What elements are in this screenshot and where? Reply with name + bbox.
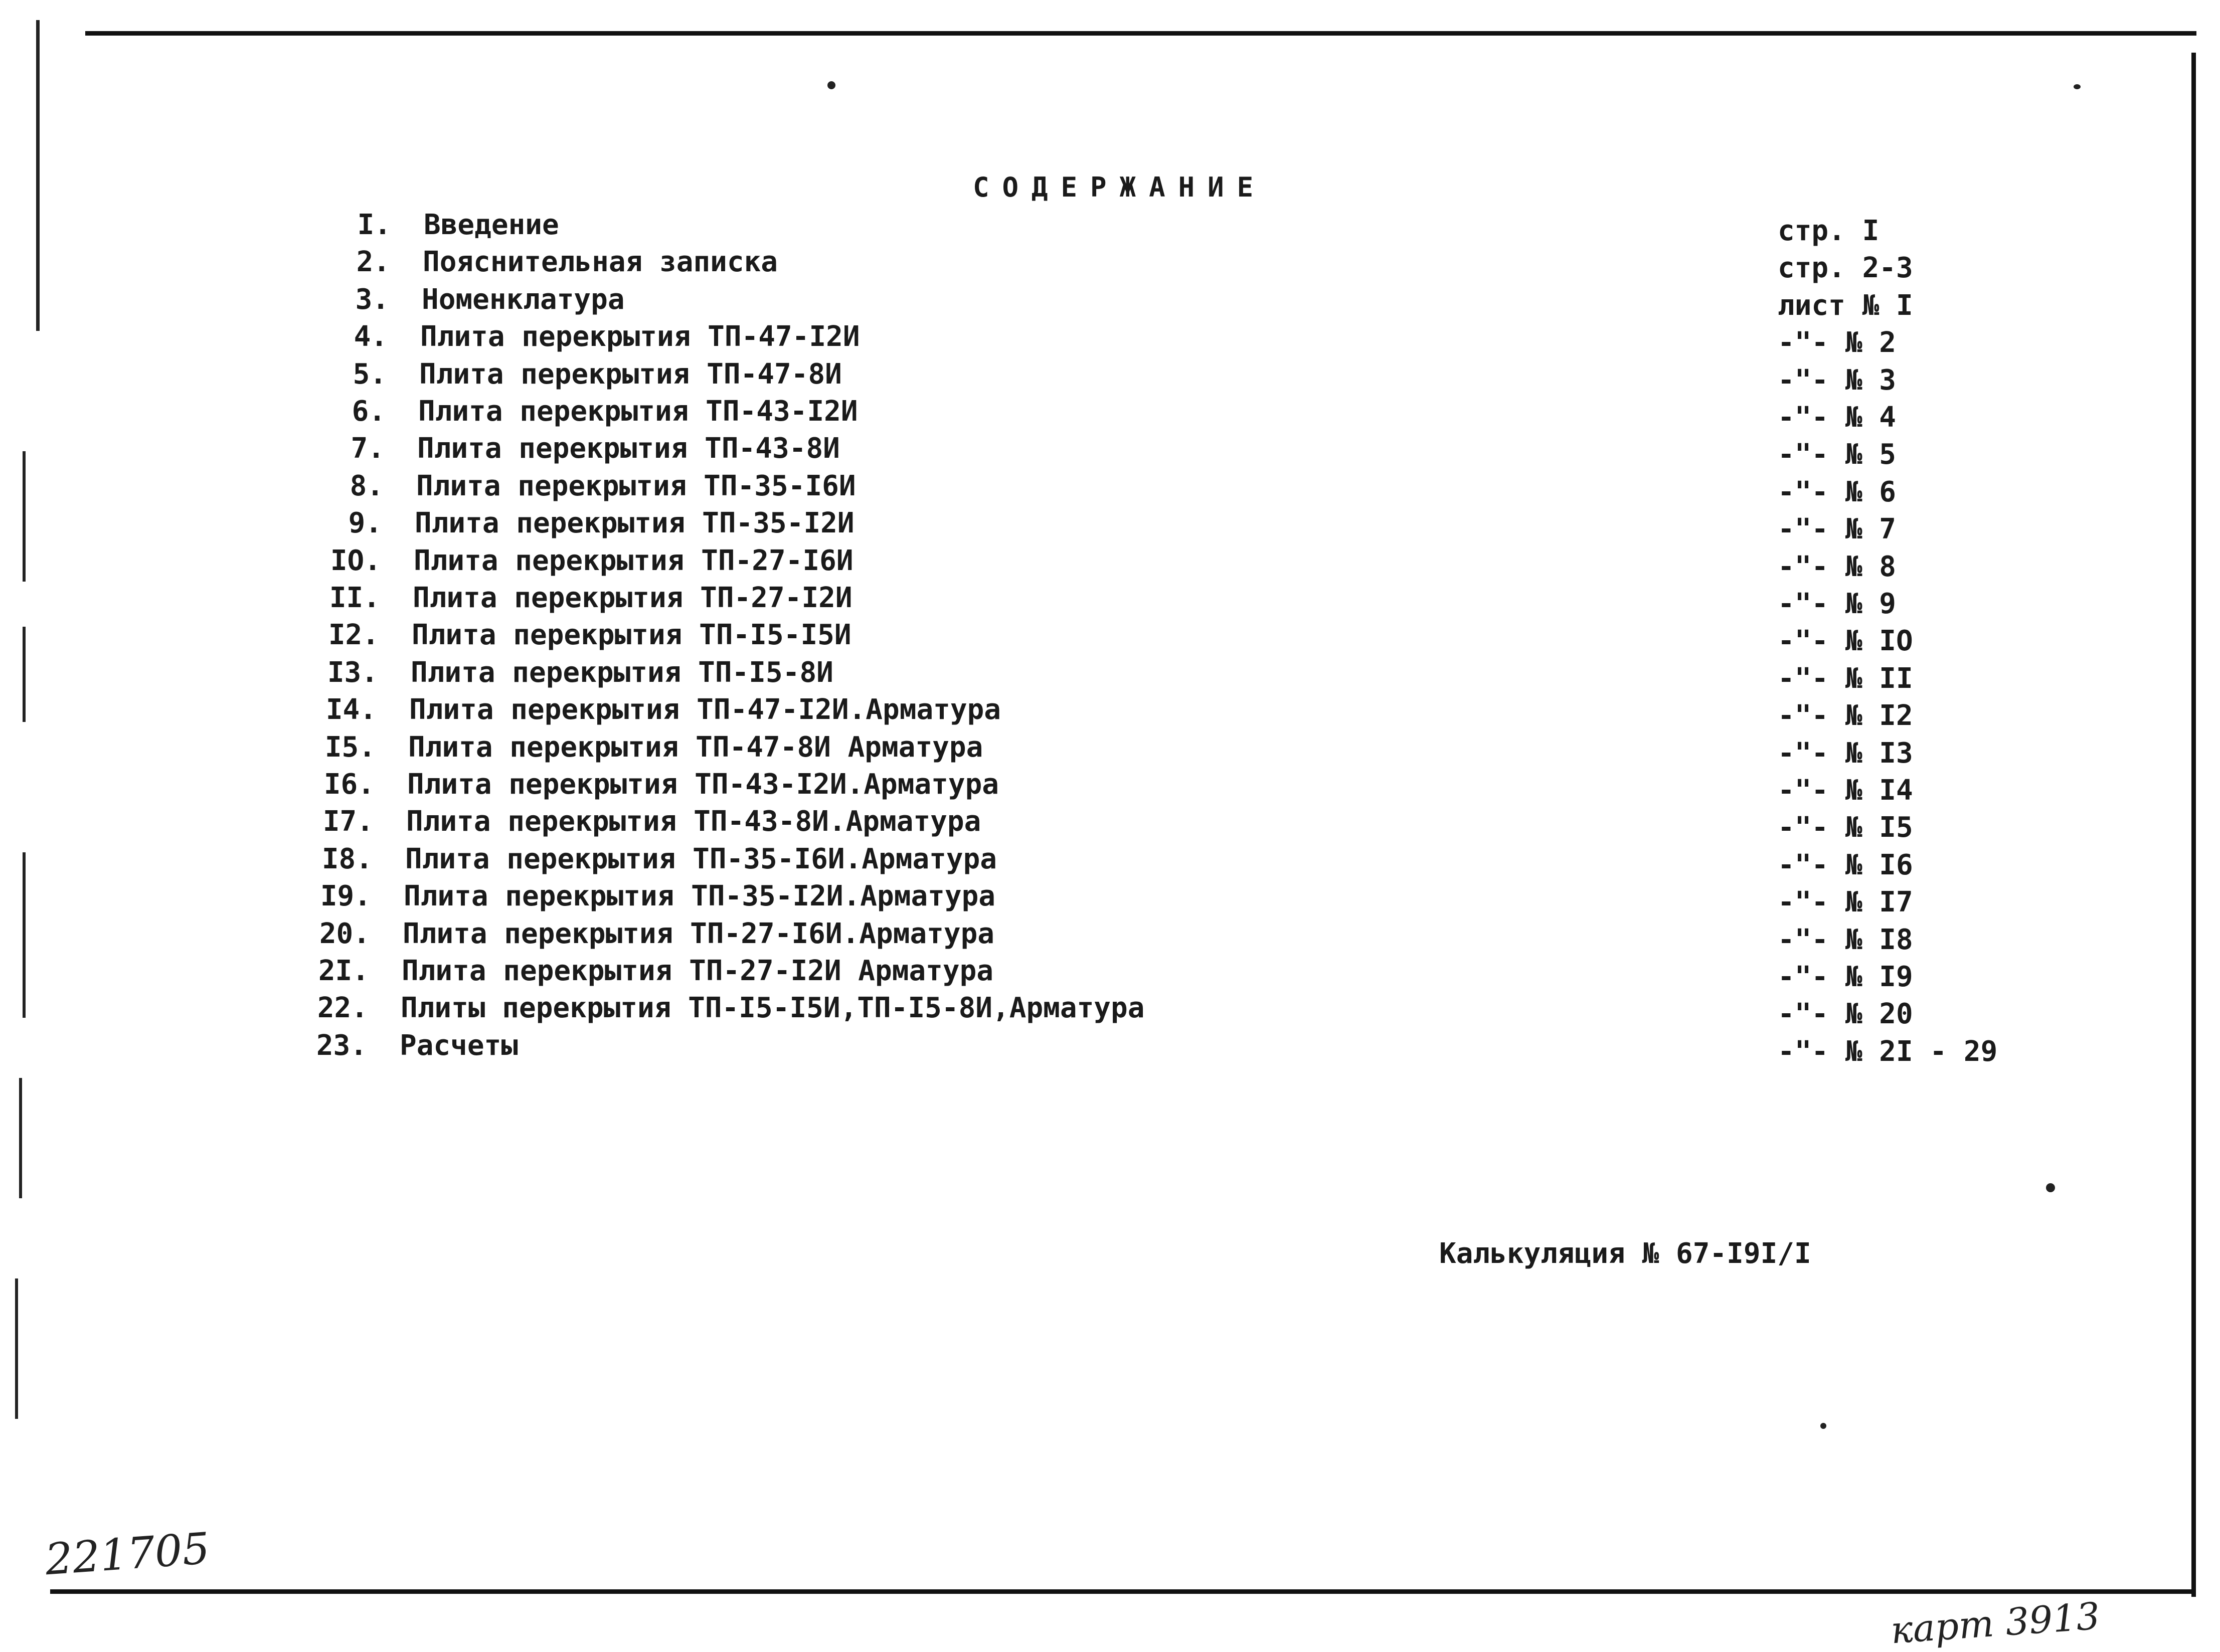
toc-item-number: I5. bbox=[324, 730, 376, 764]
toc-item-title: Пояснительная записка bbox=[423, 246, 778, 279]
toc-item-title: Плита перекрытия ТП-27-I2И bbox=[413, 582, 852, 614]
toc-item-title: Плита перекрытия ТП-27-I6И bbox=[414, 544, 853, 577]
toc-item-number: I. bbox=[357, 209, 391, 241]
toc-item-title: Плита перекрытия ТП-27-I6И.Арматура bbox=[403, 917, 995, 950]
toc-item-number: 23. bbox=[316, 1029, 367, 1062]
toc-item-page: -"- № I8 bbox=[1778, 923, 1913, 956]
toc-item-page: стр. 2-3 bbox=[1778, 252, 1913, 285]
toc-item-page: -"- № 4 bbox=[1778, 401, 1897, 434]
toc-item-number: I4. bbox=[325, 693, 377, 726]
toc-item-page: -"- № 8 bbox=[1778, 550, 1897, 583]
toc-item-number: 5. bbox=[353, 357, 387, 391]
toc-item-number: I8. bbox=[321, 842, 373, 875]
toc-item-title: Плита перекрытия ТП-43-I2И bbox=[418, 395, 858, 428]
toc-item-page: -"- № 3 bbox=[1778, 363, 1897, 397]
toc-item-page: -"- № I7 bbox=[1778, 886, 1913, 919]
scan-speck bbox=[2046, 1183, 2055, 1192]
toc-item-number: 8. bbox=[350, 469, 384, 502]
toc-item-title: Плита перекрытия ТП-I5-8И bbox=[411, 656, 833, 689]
toc-item-number: 22. bbox=[317, 992, 368, 1025]
toc-item-title: Введение bbox=[424, 209, 559, 241]
toc-item-page: -"- № I9 bbox=[1778, 961, 1913, 993]
toc-item-page: -"- № 20 bbox=[1778, 998, 1913, 1031]
toc-item-title: Номенклатура bbox=[422, 283, 625, 316]
toc-item-title: Плита перекрытия ТП-43-8И.Арматура bbox=[406, 805, 981, 838]
toc-item-title: Плита перекрытия ТП-47-I2И.Арматура bbox=[409, 693, 1001, 726]
toc-item-title: Плита перекрытия ТП-I5-I5И bbox=[412, 619, 851, 652]
toc-item-title: Плита перекрытия ТП-35-I2И.Арматура bbox=[404, 880, 996, 913]
toc-item-page: -"- № 2 bbox=[1778, 326, 1897, 359]
toc-item-page: -"- № I4 bbox=[1778, 774, 1913, 807]
toc-item-number: 6. bbox=[352, 395, 386, 428]
toc-item-title: Плита перекрытия ТП-43-8И bbox=[417, 432, 840, 465]
toc-item-title: Плита перекрытия ТП-47-8И bbox=[419, 357, 842, 391]
toc-item-page: -"- № 7 bbox=[1778, 513, 1897, 546]
calculation-number: Калькуляция № 67-I9I/I bbox=[1439, 1237, 1811, 1270]
scan-mark bbox=[23, 852, 26, 1018]
toc-item-page: -"- № I5 bbox=[1778, 811, 1913, 844]
toc-item-title: Плита перекрытия ТП-27-I2И Арматура bbox=[402, 955, 994, 987]
toc-item-number: 2I. bbox=[318, 955, 369, 987]
scan-speck bbox=[1820, 1423, 1826, 1429]
toc-item-number: 9. bbox=[348, 507, 382, 540]
frame-left-border bbox=[36, 20, 40, 331]
toc-item-number: I7. bbox=[322, 805, 374, 838]
toc-item-number: 2. bbox=[356, 246, 390, 279]
toc-item-title: Плита перекрытия ТП-35-I2И bbox=[415, 507, 855, 540]
toc-item-number: 7. bbox=[351, 432, 385, 465]
handwritten-archive-note: карт 3913 bbox=[1889, 1594, 2102, 1652]
scan-mark bbox=[23, 451, 26, 582]
toc-item-title: Плиты перекрытия ТП-I5-I5И,ТП-I5-8И,Арматура bbox=[401, 992, 1145, 1025]
toc-item-title: Плита перекрытия ТП-47-I2И bbox=[420, 320, 860, 353]
toc-item-page: -"- № 6 bbox=[1778, 475, 1897, 508]
toc-item-page: -"- № IO bbox=[1778, 625, 1913, 658]
document-title: СОДЕРЖАНИЕ bbox=[973, 171, 1267, 203]
toc-item-page: стр. I bbox=[1778, 215, 1880, 247]
toc-item-number: IO. bbox=[330, 544, 381, 577]
toc-item-number: I9. bbox=[320, 880, 371, 913]
toc-item-title: Плита перекрытия ТП-47-8И Арматура bbox=[408, 730, 983, 764]
toc-item-page: лист № I bbox=[1778, 289, 1913, 322]
toc-item-title: Плита перекрытия ТП-43-I2И.Арматура bbox=[407, 768, 999, 801]
toc-item-page: -"- № I2 bbox=[1778, 699, 1913, 732]
toc-item-title: Плита перекрытия ТП-35-I6И.Арматура bbox=[405, 842, 997, 875]
toc-item-number: I2. bbox=[328, 619, 379, 652]
toc-item-number: II. bbox=[329, 582, 380, 614]
toc-item-page: -"- № I3 bbox=[1778, 737, 1913, 770]
toc-item-page: -"- № 2I - 29 bbox=[1778, 1035, 1998, 1068]
toc-item-title: Расчеты bbox=[400, 1029, 519, 1062]
toc-item-page: -"- № I6 bbox=[1778, 848, 1913, 881]
toc-item-number: I3. bbox=[327, 656, 378, 689]
frame-right-border bbox=[2191, 53, 2196, 1597]
scan-speck bbox=[2074, 84, 2081, 89]
scan-speck bbox=[827, 81, 835, 89]
toc-item-number: I6. bbox=[323, 768, 375, 801]
frame-top-border bbox=[85, 31, 2196, 36]
toc-item-number: 20. bbox=[319, 917, 370, 950]
toc-item-page: -"- № 9 bbox=[1778, 588, 1897, 620]
toc-item-number: 3. bbox=[355, 283, 389, 316]
toc-item-page: -"- № II bbox=[1778, 662, 1913, 695]
toc-item-number: 4. bbox=[354, 320, 388, 353]
toc-item-title: Плита перекрытия ТП-35-I6И bbox=[416, 469, 856, 502]
scan-mark bbox=[19, 1078, 22, 1198]
scan-mark bbox=[15, 1278, 18, 1419]
frame-bottom-border bbox=[50, 1589, 2194, 1594]
handwritten-archive-number: 221705 bbox=[43, 1523, 212, 1585]
scan-mark bbox=[23, 627, 26, 722]
toc-item-page: -"- № 5 bbox=[1778, 438, 1897, 471]
